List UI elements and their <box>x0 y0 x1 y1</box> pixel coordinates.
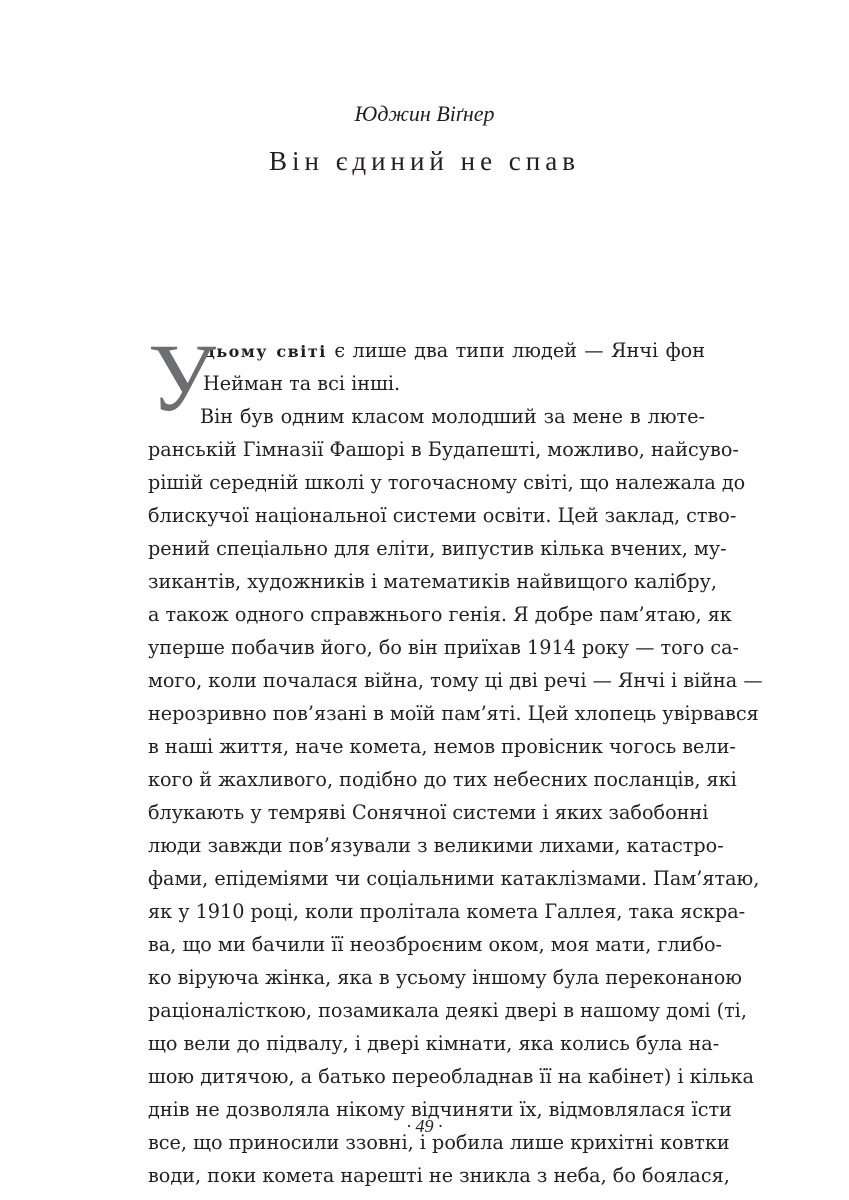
text-line: ко віруюча жінка, яка в усьому іншому була переконаною <box>148 966 742 989</box>
text-line: рішій середній школі у тогочасному світі, що належала до <box>148 471 746 494</box>
chapter-author: Юджин Віґнер <box>354 101 495 126</box>
text-line: ва, що ми бачили її неозброєним оком, моя мати, глибо- <box>148 933 723 956</box>
text-line: Він був одним класом молодший за мене в люте- <box>200 405 705 428</box>
drop-cap: У <box>148 324 216 431</box>
page-number: · 49 · <box>406 1116 443 1136</box>
text-line: зикантів, художників і математиків найвищого калібру, <box>148 570 718 593</box>
text-line: в наші життя, наче комета, немов провісник чогось вели- <box>148 735 736 758</box>
chapter-body <box>148 324 763 1192</box>
text-line <box>148 334 705 367</box>
text-line: люди завжди пов’язували з великими лихами, катастро- <box>148 834 724 857</box>
text-line: а також одного справжнього генія. Я добре пам’ятаю, як <box>148 603 732 626</box>
text-line: як у 1910 році, коли пролітала комета Галлея, така яскра- <box>148 900 746 923</box>
text-line: шою дитячою, а батько переобладнав її на кабінет) і кілька <box>148 1065 754 1088</box>
text-line: Нейман та всі інші. <box>203 372 401 395</box>
text-line: раціоналісткою, позамикала деякі двері в нашому домі (ті, <box>148 999 747 1022</box>
text-line: води, поки комета нарешті не зникла з неба, бо боялася, <box>148 1164 730 1187</box>
text-line: уперше побачив його, бо він приїхав 1914 року — того са- <box>148 636 740 659</box>
text-line: днів не дозволяла нікому відчиняти їх, відмовлялася їсти <box>148 1098 732 1121</box>
text-line: фами, епідеміями чи соціальними катаклізмами. Пам’ятаю, <box>148 867 760 890</box>
text-line: ранській Гімназії Фашорі в Будапешті, можливо, найсуво- <box>148 438 739 461</box>
text-line: мого, коли почалася війна, тому ці дві речі — Янчі і війна — <box>148 669 763 692</box>
text-line: нерозривно пов’язані в моїй пам’яті. Цей хлопець увірвався <box>148 702 759 725</box>
lead-in-small-caps: цьому світі <box>203 342 327 361</box>
chapter-title: Він єдиний не спав <box>269 146 580 176</box>
text-line: кого й жахливого, подібно до тих небесних посланців, які <box>148 768 737 791</box>
text-line: все, що приносили ззовні, і робила лише крихітні ковтки <box>148 1131 730 1154</box>
text-line: блискучої національної системи освіти. Цей заклад, ство- <box>148 504 737 527</box>
text-line: що вели до підвалу, і двері кімнати, яка колись була на- <box>148 1032 720 1055</box>
text-line: блукають у темряві Сонячної системи і яких забобонні <box>148 801 709 824</box>
first-line-text: є лише два типи людей — Янчі фон <box>326 339 705 362</box>
text-line: рений спеціально для еліти, випустив кілька вчених, му- <box>148 537 727 560</box>
